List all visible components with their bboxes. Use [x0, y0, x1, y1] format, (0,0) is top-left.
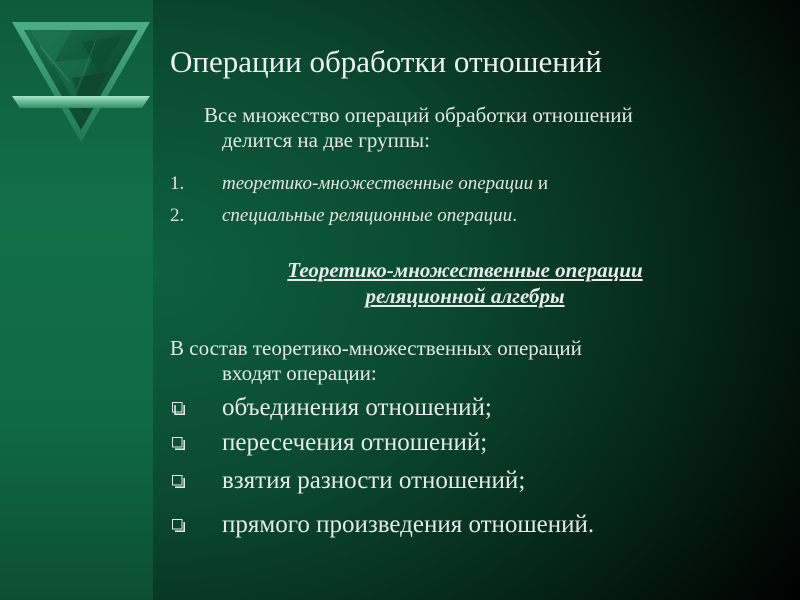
bullet-text: взятия разности отношений; [222, 467, 526, 494]
list-number: 2. [170, 205, 185, 226]
checkbox-bullet-icon [172, 519, 185, 532]
intro-text-line2: делится на две группы: [222, 128, 431, 152]
bullet-text: прямого произведения отношений. [222, 511, 595, 538]
checkbox-bullet-icon [172, 437, 185, 450]
list-item-tail: . [512, 205, 517, 226]
intro-text-line1: Все множество операций обработки отношений [204, 103, 633, 127]
list-item-text: теоретико-множественные операции [222, 173, 534, 194]
list-item-text: специальные реляционные операции [222, 205, 513, 226]
triangle-logo-icon [12, 22, 150, 142]
slide-title: Операции обработки отношений [170, 44, 602, 79]
composition-text-line1: В состав теоретико-множественных операций [170, 336, 582, 360]
bullet-text: объединения отношений; [222, 394, 492, 421]
composition-text-line2: входят операции: [222, 361, 377, 385]
checkbox-bullet-icon [172, 475, 185, 488]
checkbox-bullet-icon [172, 402, 185, 415]
list-number: 1. [170, 173, 185, 194]
section-subheading-line2: реляционной алгебры [365, 284, 565, 308]
list-item-tail: и [533, 173, 549, 194]
section-subheading-line1: Теоретико-множественные операции [287, 258, 643, 282]
bullet-text: пересечения отношений; [222, 429, 488, 456]
